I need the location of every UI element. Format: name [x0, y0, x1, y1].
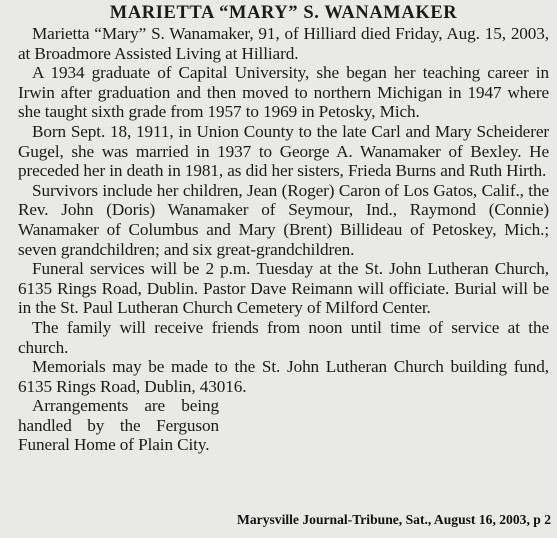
obituary-paragraph-visitation: The family will receive friends from noon until time of service at the church. — [18, 317, 549, 357]
obituary-paragraph-survivors: Survivors include her children, Jean (Roger) Caron of Los Gatos, Calif., the Rev. John (Doris) Wanamaker of Seymour, Ind., Raymond (Connie) Wanamaker of Columbus and Mary (Brent) Billideau of Petoskey, Mich.; seven grandchildren; and six great-grandchildren. — [18, 180, 549, 259]
obituary-headline: MARIETTA “MARY” S. WANAMAKER — [109, 3, 458, 23]
obituary-paragraph-funeral-services: Funeral services will be 2 p.m. Tuesday at the St. John Lutheran Church, 6135 Rings Road, Dublin. Pastor Dave Reimann will officiate. Burial will be in the St. Paul Lutheran Church Cemetery of Milford Center. — [18, 259, 549, 318]
obituary-paragraph-career: A 1934 graduate of Capital University, she began her teaching career in Irwin after graduation and then moved to northern Michigan in 1947 where she taught sixth grade from 1957 to 1969 in Petosky, Mich. — [18, 63, 549, 122]
obituary-paragraph-memorials: Memorials may be made to the St. John Lutheran Church building fund, 6135 Rings Road, Dublin, 43016. — [18, 357, 549, 396]
obituary-body — [18, 24, 549, 455]
source-citation: Marysville Journal-Tribune, Sat., August 16, 2003, p 2 — [237, 512, 551, 527]
obituary-paragraph-death-notice: Marietta “Mary” S. Wanamaker, 91, of Hilliard died Friday, Aug. 15, 2003, at Broadmore Assisted Living at Hilliard. — [18, 24, 549, 63]
obituary-paragraph-family-history: Born Sept. 18, 1911, in Union County to the late Carl and Mary Scheiderer Gugel, she was married in 1937 to George A. Wanamaker of Bexley. He preceded her in death in 1981, as did her sisters, Frieda Burns and Ruth Hirth. — [18, 121, 549, 181]
obituary-paragraph-arrangements: Arrangements are being handled by the Ferguson Funeral Home of Plain City. — [18, 396, 219, 455]
